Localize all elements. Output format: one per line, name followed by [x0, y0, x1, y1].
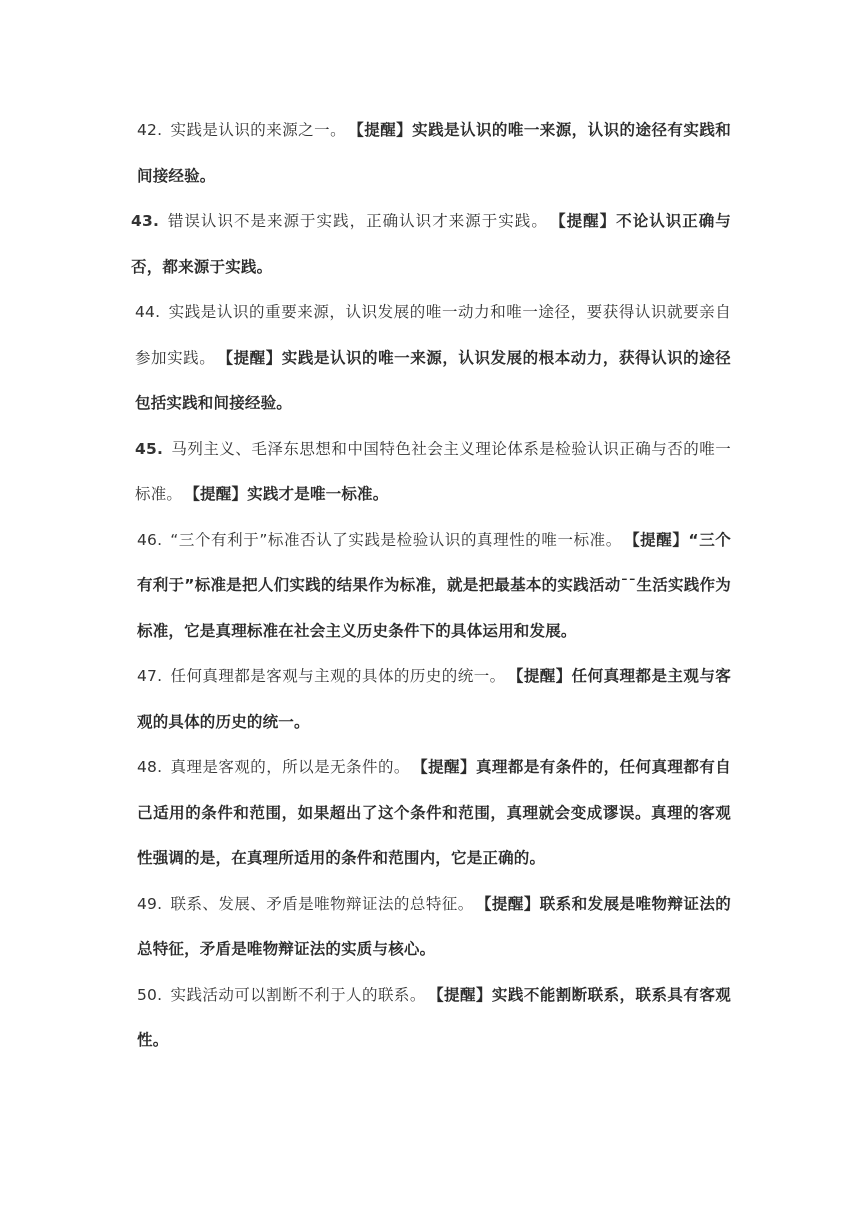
item-number: 43.	[131, 212, 160, 230]
item-hint: 【提醒】“三个有利于”标准是把人们实践的结果作为标准，就是把最基本的实践活动¯¯生活实践作为标准，它是真理标准在社会主义历史条件下的具体运用和发展。	[137, 530, 731, 640]
list-item-47	[131, 654, 731, 745]
item-statement: 错误认识不是来源于实践，正确认识才来源于实践。	[167, 212, 548, 230]
item-number: 49.	[137, 894, 163, 913]
list-item-42	[131, 108, 731, 199]
item-hint: 【提醒】实践不能割断联系，联系具有客观性。	[137, 985, 731, 1049]
item-number: 42.	[137, 121, 163, 139]
item-statement: 实践是认识的重要来源，认识发展的唯一动力和唯一途径，要获得认识就要亲自参加实践。	[135, 303, 731, 367]
item-statement: 真理是客观的，所以是无条件的。	[170, 758, 410, 776]
item-hint: 【提醒】真理都是有条件的，任何真理都有自己适用的条件和范围，如果超出了这个条件和范围，真理就会变成谬误。真理的客观性强调的是，在真理所适用的条件和范围内，它是正确的。	[137, 758, 731, 867]
list-item-45	[131, 427, 731, 518]
list-item-43	[131, 199, 731, 290]
item-number: 45.	[135, 439, 164, 458]
item-statement: 联系、发展、矛盾是唯物辩证法的总特征。	[170, 894, 474, 913]
item-number: 50.	[137, 985, 163, 1004]
list-item-48	[131, 745, 731, 882]
item-number: 46.	[137, 530, 163, 549]
item-hint: 【提醒】实践才是唯一标准。	[192, 485, 389, 503]
item-statement: 实践活动可以割断不利于人的联系。	[170, 985, 426, 1004]
item-number: 47.	[137, 667, 163, 685]
item-number: 48.	[137, 758, 163, 776]
item-hint: 【提醒】实践是认识的唯一来源，认识的途径有实践和间接经验。	[137, 121, 731, 185]
item-statement: “三个有利于”标准否认了实践是检验认识的真理性的唯一标准。	[170, 530, 622, 549]
item-hint: 【提醒】任何真理都是主观与客观的具体的历史的统一。	[137, 667, 731, 731]
item-statement: 实践是认识的来源之一。	[170, 121, 347, 139]
item-number: 44.	[135, 303, 161, 321]
item-hint: 【提醒】联系和发展是唯物辩证法的总特征，矛盾是唯物辩证法的实质与核心。	[137, 894, 731, 958]
list-item-44	[131, 290, 731, 427]
item-hint: 【提醒】不论认识正确与否，都来源于实践。	[131, 212, 731, 276]
list-item-50	[131, 973, 731, 1064]
item-statement: 任何真理都是客观与主观的具体的历史的统一。	[170, 667, 506, 685]
document-page	[131, 108, 731, 1064]
list-item-46	[131, 518, 731, 655]
item-hint: 【提醒】实践是认识的唯一来源，认识发展的根本动力，获得认识的途径包括实践和间接经验。	[135, 348, 731, 412]
list-item-49	[131, 882, 731, 973]
item-statement: 马列主义、毛泽东思想和中国特色社会主义理论体系是检验认识正确与否的唯一标准。	[135, 439, 731, 503]
